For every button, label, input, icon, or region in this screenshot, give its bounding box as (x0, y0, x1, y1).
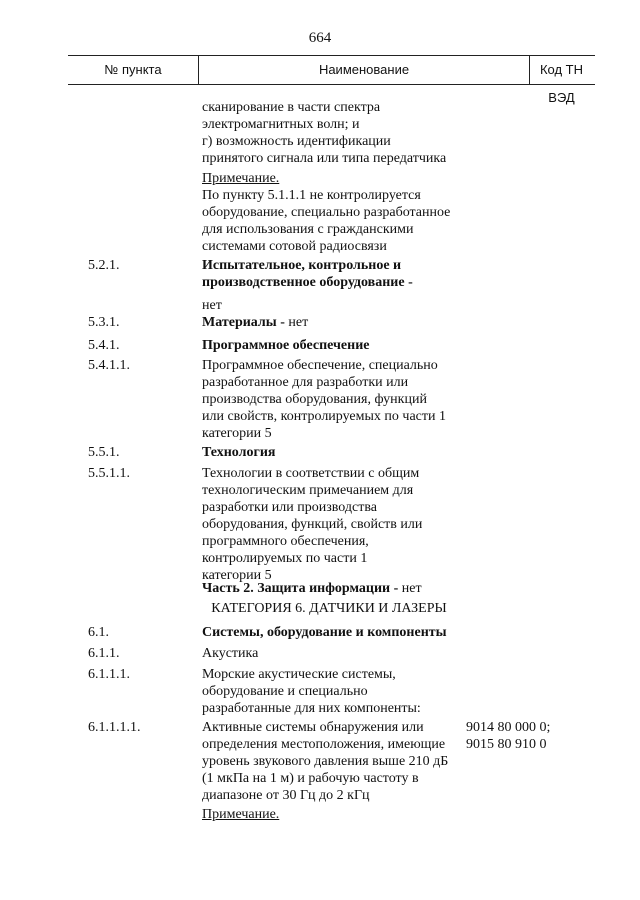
text-line: определения местоположения, имеющие (202, 737, 446, 752)
text-line: категории 5 (202, 568, 272, 583)
text-line: оборудования, функций, свойств или (202, 517, 423, 532)
text-line: Технологии в соответствии с общим (202, 466, 420, 481)
note-label: Примечание. (202, 171, 280, 186)
text-line: г) возможность идентификации (202, 134, 391, 149)
text-line: программного обеспечения, (202, 534, 369, 549)
item-number: 5.4.1. (88, 338, 120, 353)
text-line: разработанные для них компоненты: (202, 701, 421, 716)
item-title: Системы, оборудование и компоненты (202, 625, 447, 640)
item-number: 5.2.1. (88, 258, 120, 273)
text-line: для использования с гражданскими (202, 222, 414, 237)
header-code-column: Код ТН ВЭД (539, 62, 584, 105)
item-status: нет (284, 315, 309, 330)
text-line: сканирование в части спектра (202, 100, 381, 115)
item-status: нет (202, 298, 222, 313)
table-header (68, 55, 595, 105)
text-line: контролируемых по части 1 (202, 551, 368, 566)
item-number: 5.5.1. (88, 445, 120, 460)
text-line: Программное обеспечение, специально (202, 358, 438, 373)
text-line: оборудование и специально (202, 684, 368, 699)
item-number: 6.1. (88, 625, 109, 640)
text-line: категории 5 (202, 426, 272, 441)
text-line: диапазоне от 30 Гц до 2 кГц (202, 788, 370, 803)
item-number: 6.1.1.1.1. (88, 720, 141, 735)
item-title: Технология (202, 445, 276, 460)
text-line: По пункту 5.1.1.1 не контролируется (202, 188, 421, 203)
tnved-code: 9015 80 910 0 (466, 737, 547, 752)
text-line: или свойств, контролируемых по части 1 (202, 409, 446, 424)
header-name-column: Наименование (198, 56, 530, 84)
item-title-line: производственное оборудование - (202, 275, 413, 290)
text-line: производства оборудования, функций (202, 392, 427, 407)
text-line: разработки или производства (202, 500, 377, 515)
part-status: нет (398, 581, 422, 596)
text-line: Активные системы обнаружения или (202, 720, 424, 735)
item-number: 5.5.1.1. (88, 466, 130, 481)
text-line: электромагнитных волн; и (202, 117, 360, 132)
text-line: (1 мкПа на 1 м) и рабочую частоту в (202, 771, 419, 786)
text-line: оборудование, специально разработанное (202, 205, 451, 220)
text-line: разработанное для разработки или (202, 375, 409, 390)
text-line: уровень звукового давления выше 210 дБ (202, 754, 449, 769)
item-number: 6.1.1.1. (88, 667, 130, 682)
part-title: Часть 2. Защита информации - (202, 581, 399, 596)
page-number: 664 (308, 30, 332, 46)
item-number: 5.3.1. (88, 315, 120, 330)
item-title-line: Испытательное, контрольное и (202, 258, 402, 273)
item-number: 6.1.1. (88, 646, 120, 661)
text-line: технологическим примечанием для (202, 483, 414, 498)
text-line: Морские акустические системы, (202, 667, 396, 682)
item-title: Программное обеспечение (202, 338, 370, 353)
text-line: принятого сигнала или типа передатчика (202, 151, 447, 166)
tnved-code: 9014 80 000 0; (466, 720, 551, 735)
category-heading: КАТЕГОРИЯ 6. ДАТЧИКИ И ЛАЗЕРЫ (211, 601, 447, 616)
item-title: Акустика (202, 646, 259, 661)
header-number-column: № пункта (104, 62, 162, 77)
item-number: 5.4.1.1. (88, 358, 130, 373)
item-title: Материалы - (202, 315, 285, 330)
text-line: системами сотовой радиосвязи (202, 239, 387, 254)
note-label: Примечание. (202, 807, 280, 822)
